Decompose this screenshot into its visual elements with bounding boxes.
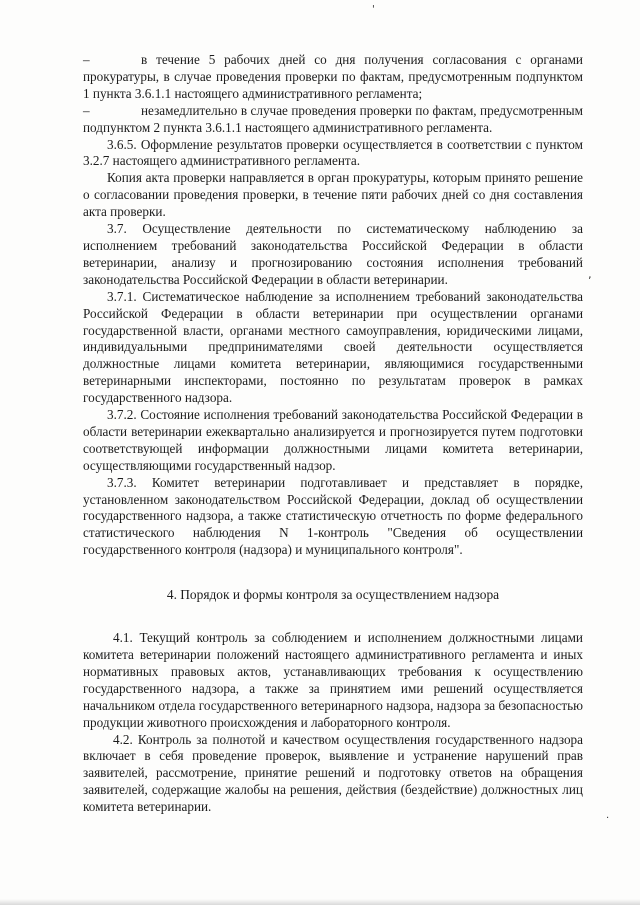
paragraph-act-copy: Копия акта проверки направляется в орган прокуратуры, которым принято решение о согласовании проведения проверки, в течение пяти рабочих дней со дня составления акта проверки. [83,170,583,220]
scan-speck: · [606,813,610,824]
paragraph-dash-1 [83,52,583,103]
paragraph-4-2: 4.2. Контроль за полнотой и качеством осуществления государственного надзора включает в себя проведение проверок, выявление и устранение нарушений прав заявителей, рассмотрение, принятие решений и подготовку ответов на обращения заявителей, содержащие жалобы на решения, действия (бездействие) должностных лиц комитета ветеринарии. [83,731,583,815]
paragraph-text: незамедлительно в случае проведения проверки по фактам, предусмотренным подпунктом 2 пункта 3.6.1.1 настоящего административного регламента. [83,102,583,135]
scan-bottom-edge [0,899,640,905]
paragraph-3-7-2: 3.7.2. Состояние исполнения требований законодательства Российской Федерации в области ветеринарии ежеквартально анализируется и прогнозируется путем подготовки соответствующей информации должностными лицами комитета ветеринарии, осуществляющими государственный надзор. [83,407,583,473]
paragraph-text: в течение 5 рабочих дней со дня получения согласования с органами прокуратуры, в случае проведения проверки по фактам, предусмотренным подпунктом 1 пункта 3.6.1.1 настоящего административного регламента; [83,52,583,101]
paragraph-3-6-5: 3.6.5. Оформление результатов проверки осуществляется в соответствии с пунктом 3.2.7 настоящего административного регламента. [83,136,583,169]
paragraph-3-7-1: 3.7.1. Систематическое наблюдение за исполнением требований законодательства Российской Федерации в области ветеринарии при осуществлении органами государственной власти, органами местного самоуправления, юридическими лицами, индивидуальными предпринимателями своей деятельности осуществляется должностные лицами комитета ветеринарии, являющимися государственными ветеринарными инспекторами, постоянно по результатам проверок в рамках государственного надзора. [83,288,583,406]
dash-marker: – [83,52,90,67]
paragraph-4-1: 4.1. Текущий контроль за соблюдением и исполнением должностными лицами комитета ветеринарии положений настоящего административного регламента и иных нормативных правовых актов, устанавливающих требования к осуществлению государственного надзора, а также за принятием ими решений осуществляется начальником отдела государственного ветеринарного надзора, надзора за безопасностью продукции животного происхождения и лабораторного контроля. [83,630,583,730]
section-heading: 4. Порядок и формы контроля за осуществлением надзора [166,587,500,603]
scan-speck: ' [372,4,375,15]
pen-mark: ‚ [588,268,592,281]
dash-marker: – [83,102,90,118]
paragraph-3-7-3: 3.7.3. Комитет ветеринарии подготавливает и представляет в порядке, установленном законодательством Российской Федерации, доклад об осуществлении государственного надзора, а также статистическую отчетность по форме федерального статистического наблюдения N 1-контроль "Сведения об осуществлении государственного контроля (надзора) и муниципального контроля". [83,474,583,558]
document-body [83,52,583,816]
paragraph-dash-2 [83,103,583,137]
paragraph-3-7: 3.7. Осуществление деятельности по систематическому наблюдению за исполнением требований законодательства Российской Федерации в области ветеринарии, анализу и прогнозированию состояния исполнения требований законодательства Российской Федерации в области ветеринарии. [83,221,583,287]
